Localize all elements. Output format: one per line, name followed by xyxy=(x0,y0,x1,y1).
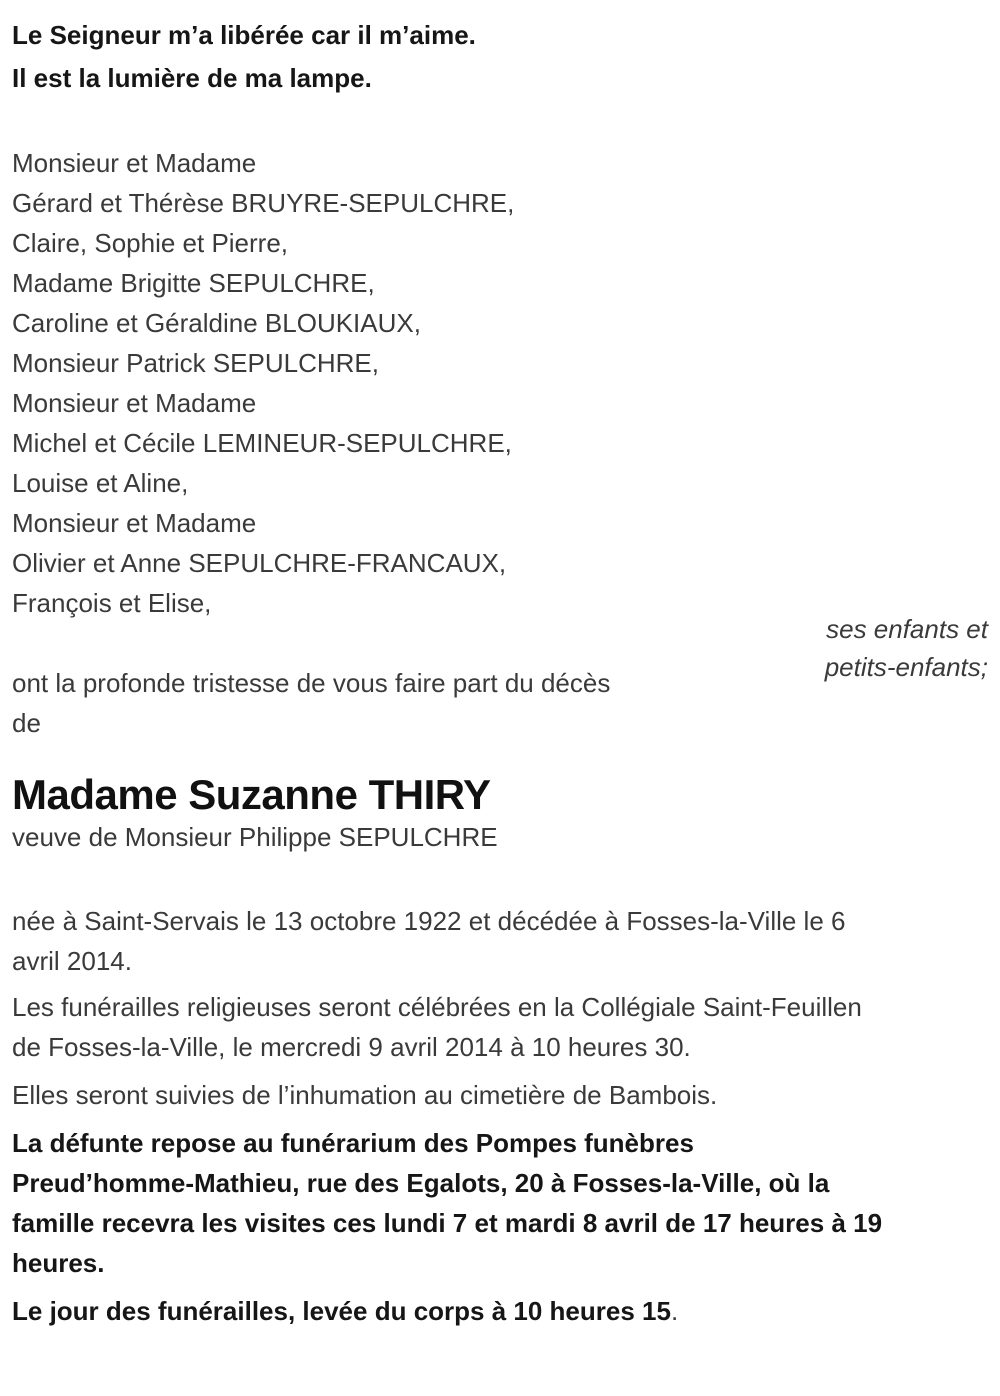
levee-bold-text: Le jour des funérailles, levée du corps à 10 heures 15 xyxy=(12,1296,671,1326)
birth-death-paragraph xyxy=(12,901,986,981)
funeral-service-paragraph xyxy=(12,987,986,1067)
burial-line: Elles seront suivies de l’inhumation au cimetière de Bambois. xyxy=(12,1080,718,1110)
family-line: François et Elise, xyxy=(12,588,212,618)
family-line: Gérard et Thérèse BRUYRE-SEPULCHRE, xyxy=(12,188,515,218)
levee-paragraph xyxy=(12,1291,986,1331)
repose-line: heures. xyxy=(12,1248,105,1278)
family-line: Monsieur Patrick SEPULCHRE, xyxy=(12,348,379,378)
birth-death-line: avril 2014. xyxy=(12,946,132,976)
announcement-line-1: ont la profonde tristesse de vous faire part du décès xyxy=(12,668,611,698)
family-line: Louise et Aline, xyxy=(12,468,189,498)
repose-line: La défunte repose au funérarium des Pompes funèbres xyxy=(12,1128,694,1158)
funeral-service-line: de Fosses-la-Ville, le mercredi 9 avril 2014 à 10 heures 30. xyxy=(12,1032,691,1062)
announcement-line-2: de xyxy=(12,708,41,738)
relation-note-line-1: ses enfants et xyxy=(826,614,988,644)
funeral-service-line: Les funérailles religieuses seront célébrées en la Collégiale Saint-Feuillen xyxy=(12,992,862,1022)
family-line: Monsieur et Madame xyxy=(12,508,257,538)
family-line: Michel et Cécile LEMINEUR-SEPULCHRE, xyxy=(12,428,512,458)
epigraph-line-1: Le Seigneur m’a libérée car il m’aime. xyxy=(12,20,476,50)
family-line: Monsieur et Madame xyxy=(12,148,257,178)
deceased-name: Madame Suzanne THIRY xyxy=(12,771,491,818)
relation-note xyxy=(825,610,988,686)
family-line: Olivier et Anne SEPULCHRE-FRANCAUX, xyxy=(12,548,507,578)
repose-paragraph xyxy=(12,1123,986,1283)
family-line: Claire, Sophie et Pierre, xyxy=(12,228,289,258)
burial-paragraph xyxy=(12,1075,986,1115)
widow-line: veuve de Monsieur Philippe SEPULCHRE xyxy=(12,822,498,852)
levee-period: . xyxy=(670,1296,679,1326)
family-line: Caroline et Géraldine BLOUKIAUX, xyxy=(12,308,421,338)
epigraph xyxy=(12,14,986,100)
family-line: Madame Brigitte SEPULCHRE, xyxy=(12,268,375,298)
relation-note-line-2: petits-enfants; xyxy=(824,652,988,682)
repose-line: famille recevra les visites ces lundi 7 et mardi 8 avril de 17 heures à 19 xyxy=(12,1208,883,1238)
family-line: Monsieur et Madame xyxy=(12,388,257,418)
repose-line: Preud’homme-Mathieu, rue des Egalots, 20 à Fosses-la-Ville, où la xyxy=(12,1168,830,1198)
family-list xyxy=(12,143,986,623)
epigraph-line-2: Il est la lumière de ma lampe. xyxy=(12,63,372,93)
birth-death-line: née à Saint-Servais le 13 octobre 1922 et décédée à Fosses-la-Ville le 6 xyxy=(12,906,846,936)
